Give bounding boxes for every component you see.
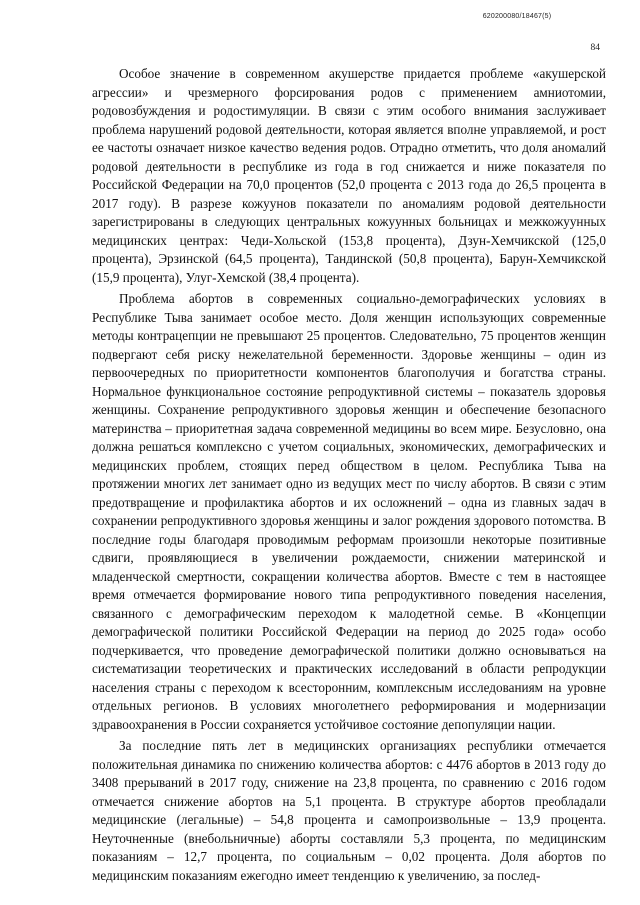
page-number: 84 bbox=[590, 43, 600, 53]
document-body bbox=[92, 65, 606, 885]
document-id: 620200080/18467(5) bbox=[482, 13, 552, 20]
paragraph-abortion-dynamics: За последние пять лет в медицинских организациях республики отмечается положительная динамика по снижению количества абортов: с 4476 абортов в 2013 году до 3408 прерываний в 2017 году, снижение на 23,8 процента, по сравнению с 2016 годом отмечается снижение абортов на 5,1 процента. В структуре абортов преобладали медицинские (легальные) – 54,8 процента и самопроизвольные – 13,9 процента. Неуточненные (внебольничные) аборты составляли 5,3 процента, по медицинским показаниям – 12,7 процента, по социальным – 0,02 процента. Доля абортов по медицинским показаниям ежегодно имеет тенденцию к увеличению, за послед- bbox=[92, 738, 606, 883]
paragraph-abortion-problem: Проблема абортов в современных социально-демографических условиях в Республике Тыва занимает особое место. Доля женщин использующих современные методы контрацепции не превышают 25 процентов. Следовательно, 75 процентов женщин подвергают себя риску нежелательной беременности. Здоровье женщины – один из первоочередных по приоритетности компонентов благополучия и богатства страны. Нормальное функциональное состояние репродуктивной системы – показатель здоровья женщины. Сохранение репродуктивного здоровья женщин и обеспечение безопасного материнства – приоритетная задача современной медицины во всем мире. Безусловно, она должна решаться комплексно с учетом социальных, экономических, демографических и медицинских проблем, стоящих перед обществом в целом. Республика Тыва на протяжении многих лет занимает одно из ведущих мест по числу абортов. В связи с этим предотвращение и профилактика абортов и их осложнений – одна из главных задач в сохранении репродуктивного здоровья женщины и залог рождения здорового потомства. В последние годы благодаря проводимым реформам произошли некоторые позитивные сдвиги, проявляющиеся в увеличении рождаемости, снижении материнской и младенческой смертности, сокращении количества абортов. Вместе с тем в настоящее время отмечается формирование нового типа репродуктивного поведения населения, связанного с демографическим переходом к малодетной семье. В «Концепции демографической политики Российской Федерации на период до 2025 года» особо подчеркивается, что проведение демографической политики должно основываться на систематизации теоретических и практических исследований в области репродукции населения страны с переходом к всесторонним, комплексным исследованиям на уровне отдельных регионов. В условиях многолетнего реформирования и модернизации здравоохранения в России сохраняется устойчивое состояние депопуляции нации. bbox=[92, 291, 606, 732]
paragraph-birth-anomalies: Особое значение в современном акушерстве придается проблеме «акушерской агрессии» и чрезмерного форсирования родов с применением амниотомии, родовозбуждения и родостимуляции. В связи с этим особого внимания заслуживает проблема нарушений родовой деятельности, которая является вполне управляемой, и рост ее частоты означает низкое качество ведения родов. Отрадно отметить, что доля аномалий родовой деятельности в республике из года в год снижается и ниже показателя по Российской Федерации на 70,0 процентов (52,0 процента с 2013 года до 26,5 процента в 2017 году). В разрезе кожуунов показатели по аномалиям родовой деятельности зарегистрированы в следующих центральных кожуунных больницах и межкожуунных медицинских центрах: Чеди-Хольской (153,8 процента), Дзун-Хемчикской (125,0 процента), Эрзинской (64,5 процента), Тандинской (50,8 процента), Барун-Хемчикской (15,9 процента), Улуг-Хемской (38,4 процента). bbox=[92, 66, 606, 285]
